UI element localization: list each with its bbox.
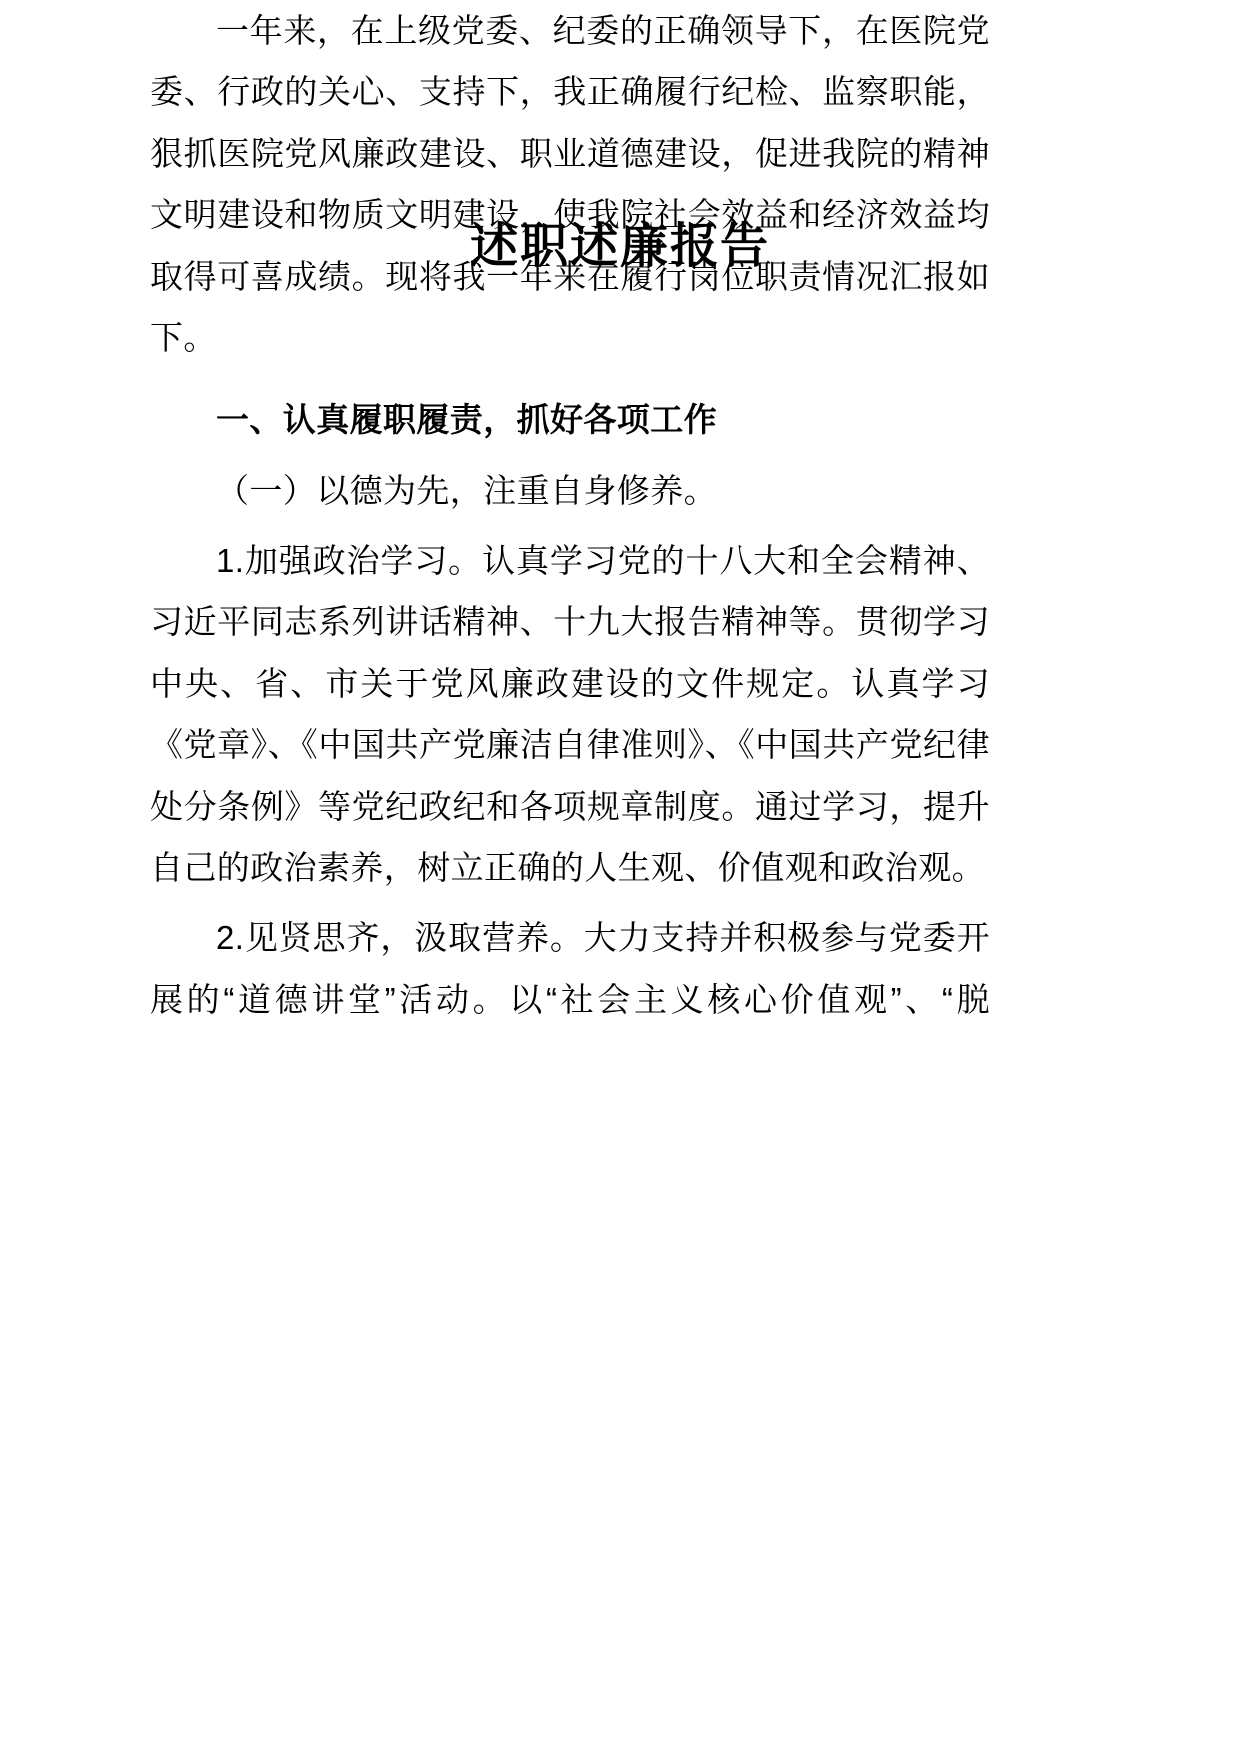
document-body [150, 0, 990, 1039]
page-title: 述职述廉报告 [469, 220, 770, 273]
section-heading-1: 一、认真履职履责，抓好各项工作 [216, 401, 717, 439]
subsection-heading-1-1: （一）以德为先，注重自身修养。 [216, 471, 717, 509]
item-paragraph-2: 2.见贤思齐，汲取营养。大力支持并积极参与党委开展的“道德讲堂”活动。以“社会主义核心价值观”、“脱 [150, 919, 990, 1018]
intro-paragraph: 一年来，在上级党委、纪委的正确领导下，在医院党委、行政的关心、支持下，我正确履行纪检、监察职能，狠抓医院党风廉政建设、职业道德建设，促进我院的精神文明建设和物质文明建设，使我院社会效益和经济效益均取得可喜成绩。现将我一年来在履行岗位职责情况汇报如下。 [150, 12, 990, 356]
paragraph-spacer [150, 377, 990, 389]
item-paragraph-1: 1.加强政治学习。认真学习党的十八大和全会精神、习近平同志系列讲话精神、十九大报告精神等。贯彻学习中央、省、市关于党风廉政建设的文件规定。认真学习《党章》、《中国共产党廉洁自律准则》、《中国共产党纪律处分条例》等党纪政纪和各项规章制度。通过学习，提升自己的政治素养，树立正确的人生观、价值观和政治观。 [150, 542, 990, 886]
